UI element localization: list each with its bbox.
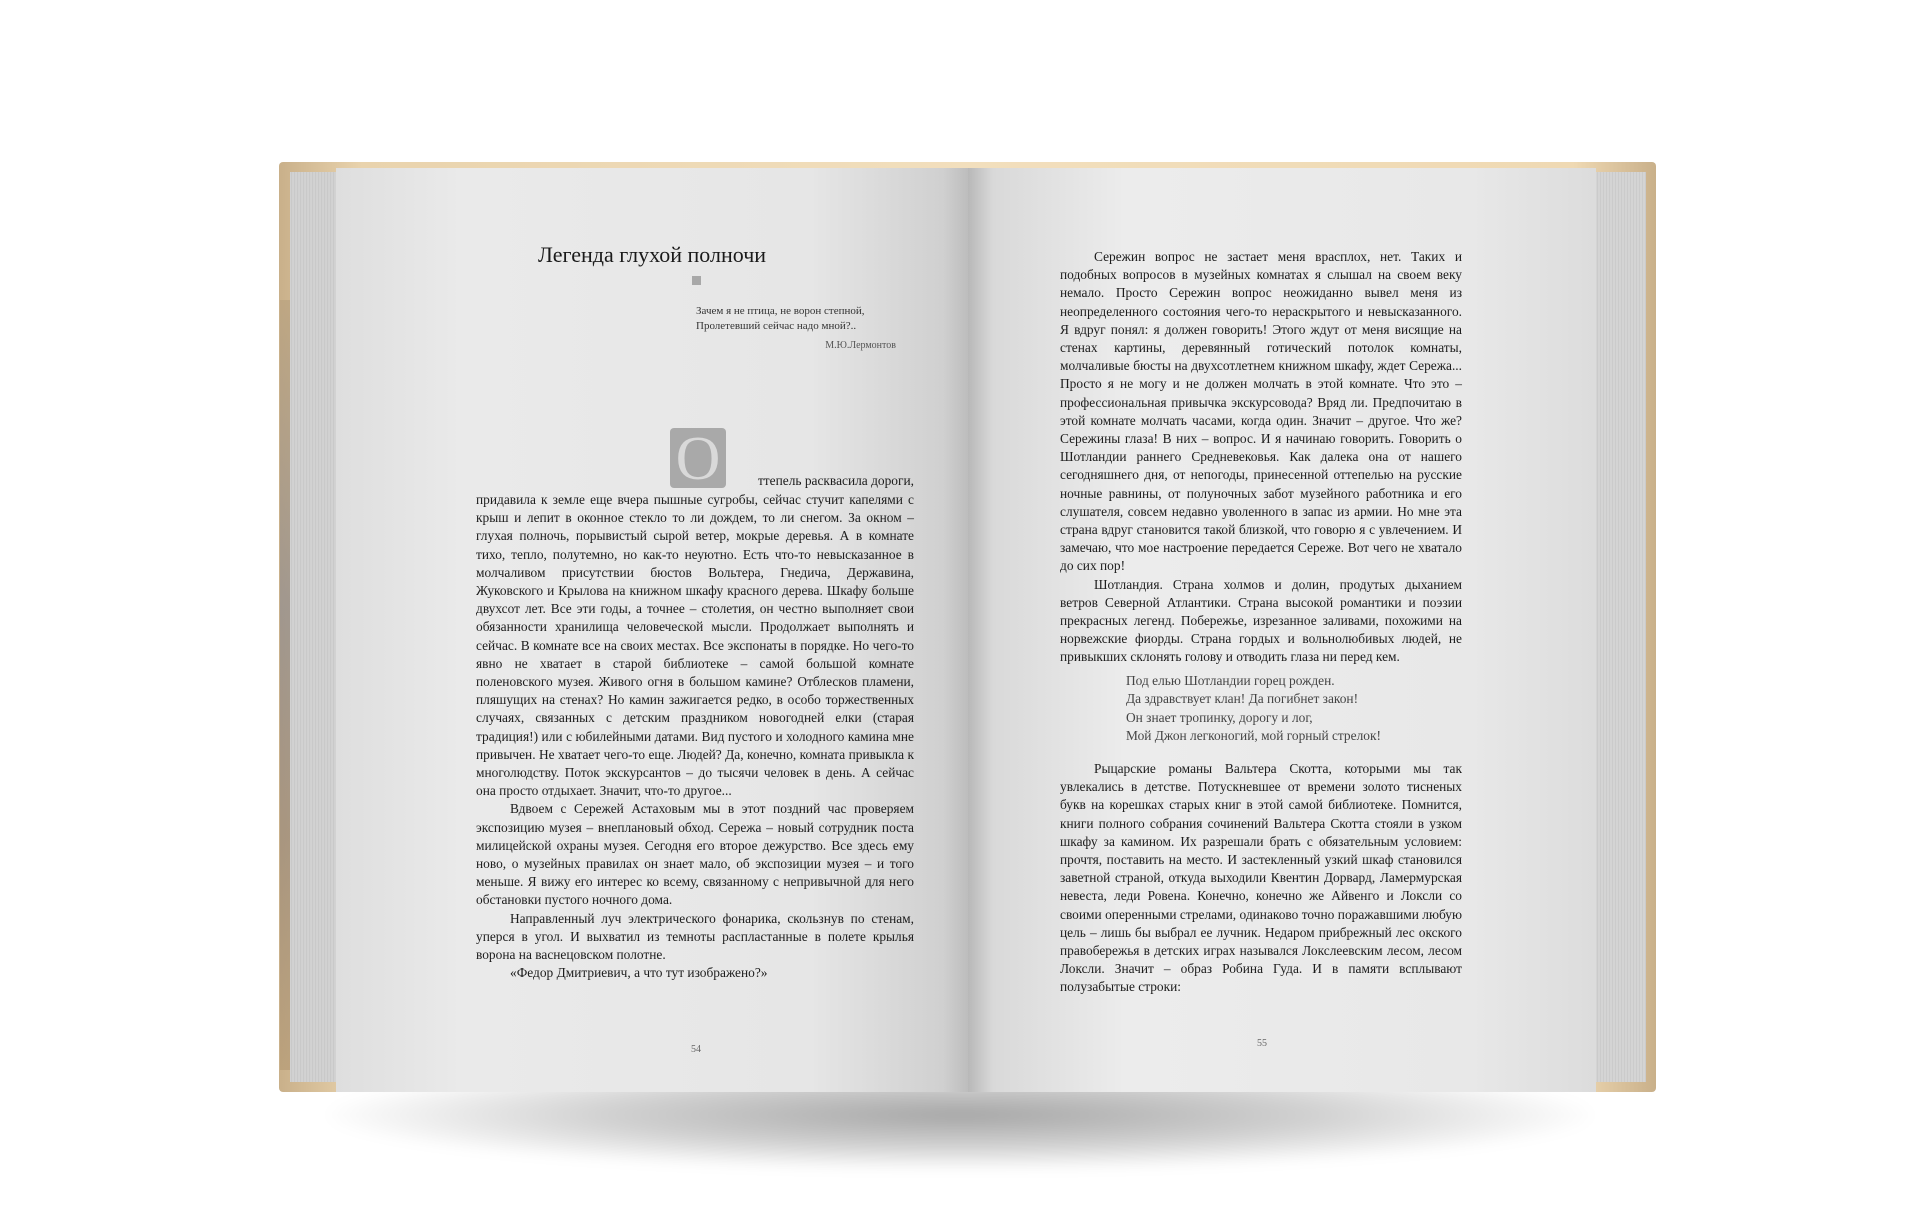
drop-cap-letter: О	[675, 425, 721, 493]
chapter-title: Легенда глухой полночи	[537, 242, 767, 267]
page-stack-right	[1590, 172, 1646, 1082]
page-number: 55	[1257, 1038, 1267, 1049]
poem-line: Мой Джон легконогий, мой горный стрелок!	[1126, 728, 1381, 744]
poem-line: Под елью Шотландии горец рожден.	[1126, 673, 1335, 688]
page-number: 54	[691, 1044, 701, 1055]
poem	[1126, 672, 1446, 746]
right-page	[968, 168, 1596, 1092]
page-stack-left	[290, 172, 340, 1082]
epigraph-author: М.Ю.Лермонтов	[825, 340, 896, 351]
paragraph: Сережин вопрос не застает меня врасплох, нет. Таких и подобных вопросов в музейных комнатах я слышал на своем веку немало. Просто Сережин вопрос неожиданно вывел меня из неопределенного состояния чего-то нераскрытого и невысказанного. Я вдруг понял: я должен говорить! Этого ждут от меня висящие на стенах картины, деревянный готический потолок комнаты, молчаливые бюсты на двухсотлетнем книжном шкафу, ждет Сережа... Просто я не могу и не должен молчать в этой комнате. Что это – профессиональная привычка экскурсовода? Вряд ли. Предпочитаю в этой комнате молчать часами, когда один. Значит – другое. Что же? Сережины глаза! В них – вопрос. И я начинаю говорить. Говорить о Шотландии раннего Средневековья. Как далека она от нашего сегодняшнего дня, от непогоды, принесенной оттепелью на русские ночные равнины, от полуночных забот музейного работника и его слушателя, совсем недавно уволенного в запас из армии. Но мне эта страна вдруг становится такой близкой, что говорю я с увлечением. И замечаю, что мое настроение передается Сереже. Вот чего не хватало до сих пор!	[1060, 249, 1462, 574]
right-body-text-2	[1060, 760, 1462, 997]
poem-line: Он знает тропинку, дорогу и лог,	[1126, 709, 1313, 725]
poem-line: Да здравствует клан! Да погибнет закон!	[1126, 691, 1359, 707]
paragraph: Вдвоем с Сережей Астаховым мы в этот поздний час проверяем экспозицию музея – внеплановый обход. Сережа – новый сотрудник поста милицейской охраны музея. Сегодня его второе дежурство. Все здесь ему ново, о музейных правилах он знает мало, об экспозиции музея – и того меньше. Я вижу его интерес ко всему, связанному с непривычной для него обстановки пустого ночного дома.	[476, 801, 914, 908]
epigraph-line: Пролетевший сейчас надо мной?..	[696, 320, 857, 332]
paragraph: Шотландия. Страна холмов и долин, продутых дыханием ветров Северной Атлантики. Страна высокой романтики и поэзии прекрасных легенд. Побережье, изрезанное заливами, похожими на норвежские фиорды. Страна гордых и вольнолюбивых людей, не привыкших склонять голову и отводить глаза ни перед кем.	[1060, 576, 1462, 665]
ornament-square	[692, 276, 701, 285]
paragraph: Направленный луч электрического фонарика, скользнув по стенам, уперся в угол. И выхватил из темноты распластанные в полете крылья ворона на васнецовском полотне.	[476, 910, 914, 963]
epigraph-line: Зачем я не птица, не ворон степной,	[696, 305, 865, 317]
left-body-text	[476, 491, 914, 982]
paragraph: Рыцарские романы Вальтера Скотта, которыми мы так увлекались в детстве. Потускневшее от времени золото тисненых букв на корешках старых книг в этой самой библиотеке. Помнится, книги полного собрания сочинений Вальтера Скотта стояли в узком шкафу за камином. Их разрешали брать с обязательным условием: прочтя, поставить на место. И застекленный узкий шкаф становился заветной страной, откуда выходили Квентин Дорвард, Ламермурская невеста, леди Ровена. Конечно, конечно же Айвенго и Локсли со своими оперенными стрелами, одинаково точно поражавшими любую цель – лишь бы выбрал ее лучник. Недаром прибрежный лес окского правобережья в детских играх назывался Локслеевским лесом, лесом Локсли. Значит – образ Робина Гуда. И в памяти всплывают полузабытые строки:	[1060, 761, 1462, 995]
left-page	[336, 168, 968, 1092]
drop-cap	[670, 425, 726, 493]
paragraph: «Федор Дмитриевич, а что тут изображено?»	[510, 965, 768, 981]
first-line: ттепель расквасила дороги,	[757, 473, 914, 488]
right-body-text	[1060, 248, 1462, 667]
paragraph: придавила к земле еще вчера пышные сугробы, сейчас стучит капелями с крыш и лепит в оконное стекло то ли дождем, то ли снегом. За окном – глухая полночь, порывистый сырой ветер, мокрые деревья. А в комнате тихо, тепло, полутемно, но как-то неуютно. Есть что-то невысказанное в молчаливом присутствии бюстов Вольтера, Гнедича, Державина, Жуковского и Крылова на книжном шкафу красного дерева. Шкафу больше двухсот лет. Все эти годы, а точнее – столетия, он честно выполняет свои обязанности хранилища человеческой мысли. Продолжает выполнять и сейчас. В комнате все на своих местах. Все экспонаты в порядке. Но чего-то явно не хватает в старой библиотеке – самой большой комнате поленовского музея. Живого огня в большом камине? Отблесков пламени, пляшущих на стенах? Но камин зажигается редко, в особо торжественных случаях, связанных с детским праздником новогодней елки (старая традиция!) или с юбилейными датами. Вид пустого и холодного камина мне привычен. Не хватает чего-то еще. Людей? Да, конечно, комната привыкла к многолюдству. Поток экскурсантов – до тысячи человек в день. А сейчас она просто отдыхает. Значит, что-то другое...	[476, 492, 914, 799]
epigraph	[696, 304, 896, 334]
